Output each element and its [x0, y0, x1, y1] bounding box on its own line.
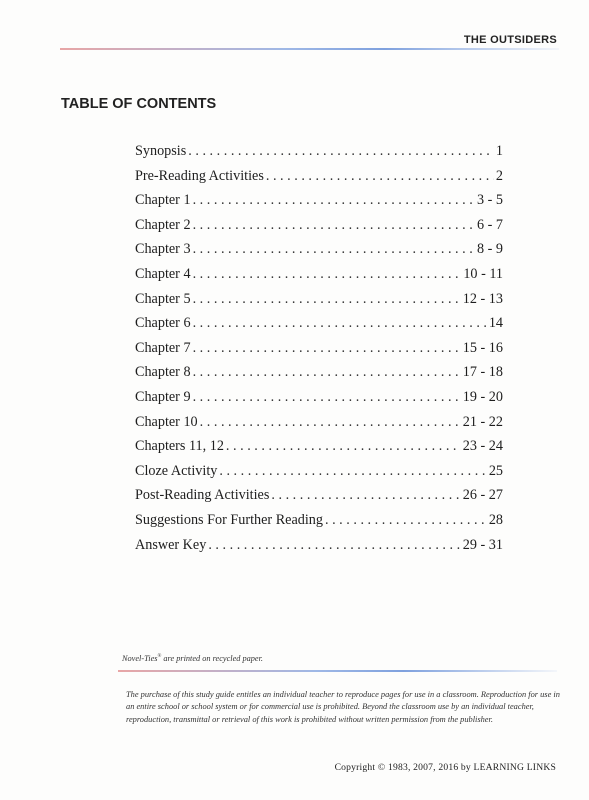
- toc-entry: [135, 266, 503, 291]
- toc-entry-title: Chapter 7: [135, 339, 191, 356]
- toc-entry: [135, 438, 503, 463]
- toc-entry-pages: 12 - 13: [462, 290, 503, 307]
- toc-entry-title: Chapter 2: [135, 216, 191, 233]
- toc-entry-title: Chapter 10: [135, 413, 198, 430]
- dot-leader: [219, 463, 486, 480]
- toc-entry: [135, 192, 503, 217]
- toc-entry: [135, 537, 503, 562]
- toc-entry-title: Cloze Activity: [135, 462, 218, 479]
- toc-entry: [135, 340, 503, 365]
- toc-entry-pages: 28: [488, 511, 503, 528]
- toc-entry: [135, 487, 503, 512]
- toc-entry-title: Chapter 6: [135, 315, 191, 332]
- dot-leader: [325, 512, 487, 529]
- toc-entry-title: Post-Reading Activities: [135, 487, 270, 504]
- page-title: TABLE OF CONTENTS: [61, 96, 217, 112]
- toc-entry-pages: 19 - 20: [462, 388, 503, 405]
- dot-leader: [193, 389, 461, 406]
- dot-leader: [208, 537, 460, 554]
- toc-entry-title: Pre-Reading Activities: [135, 167, 264, 184]
- toc-entry: [135, 217, 503, 242]
- dot-leader: [200, 414, 461, 431]
- dot-leader: [193, 340, 461, 357]
- dot-leader: [193, 217, 475, 234]
- toc-entry: [135, 364, 503, 389]
- toc-entry-pages: 3 - 5: [476, 192, 503, 209]
- toc-entry-pages: 26 - 27: [462, 487, 503, 504]
- toc-entry: [135, 168, 503, 193]
- dot-leader: [193, 241, 475, 258]
- toc-entry-title: Chapter 8: [135, 364, 191, 381]
- legal-notice: The purchase of this study guide entitles an individual teacher to reproduce pages for use in a classroom. Reproduction for use in an entire school or school system or for commercial use is prohibited. Beyond the classroom use by an individual teacher, reproduction, transmittal or retrieval of this work is prohibited without written permission from the publisher.: [126, 690, 560, 724]
- toc-entry-title: Chapter 1: [135, 192, 191, 209]
- toc-entry-pages: 2: [495, 167, 503, 184]
- registered-mark: ®: [157, 654, 162, 660]
- recycled-paper-note: [122, 654, 263, 663]
- toc-entry-pages: 21 - 22: [462, 413, 503, 430]
- dot-leader: [193, 364, 461, 381]
- toc-list: [135, 143, 503, 561]
- toc-entry-pages: 17 - 18: [462, 364, 503, 381]
- recycled-text: are printed on recycled paper.: [161, 654, 263, 663]
- toc-entry-title: Suggestions For Further Reading: [135, 511, 323, 528]
- toc-entry-pages: 1: [495, 143, 503, 159]
- dot-leader: [188, 143, 494, 160]
- toc-entry-pages: 8 - 9: [476, 241, 503, 258]
- toc-entry: [135, 241, 503, 266]
- toc-entry-title: Chapter 4: [135, 265, 191, 282]
- dot-leader: [193, 291, 461, 308]
- toc-entry: [135, 315, 503, 340]
- toc-entry: [135, 143, 503, 168]
- toc-entry-pages: 15 - 16: [462, 339, 503, 356]
- dot-leader: [193, 192, 475, 209]
- footer-divider: [118, 670, 557, 672]
- toc-entry: [135, 512, 503, 537]
- dot-leader: [193, 266, 462, 283]
- toc-entry-pages: 14: [488, 315, 503, 332]
- dot-leader: [271, 487, 460, 504]
- running-header: THE OUTSIDERS: [463, 34, 557, 46]
- toc-entry-title: Chapter 9: [135, 388, 191, 405]
- brand-name: Novel-Ties: [122, 654, 158, 663]
- toc-entry: [135, 389, 503, 414]
- toc-entry-title: Chapter 5: [135, 290, 191, 307]
- toc-entry-title: Chapter 3: [135, 241, 191, 258]
- dot-leader: [266, 168, 494, 185]
- toc-entry-pages: 23 - 24: [462, 438, 503, 455]
- header-divider: [60, 48, 559, 50]
- dot-leader: [193, 315, 487, 332]
- copyright-line: Copyright © 1983, 2007, 2016 by LEARNING LINKS: [334, 762, 556, 773]
- toc-entry: [135, 291, 503, 316]
- toc-entry-title: Answer Key: [135, 536, 207, 553]
- toc-entry: [135, 463, 503, 488]
- toc-entry-pages: 29 - 31: [462, 536, 503, 553]
- toc-entry-title: Synopsis: [135, 143, 187, 159]
- toc-entry-title: Chapters 11, 12: [135, 438, 224, 455]
- dot-leader: [226, 438, 461, 455]
- toc-entry-pages: 25: [488, 462, 503, 479]
- toc-entry-pages: 6 - 7: [476, 216, 503, 233]
- toc-entry: [135, 414, 503, 439]
- toc-entry-pages: 10 - 11: [463, 265, 503, 282]
